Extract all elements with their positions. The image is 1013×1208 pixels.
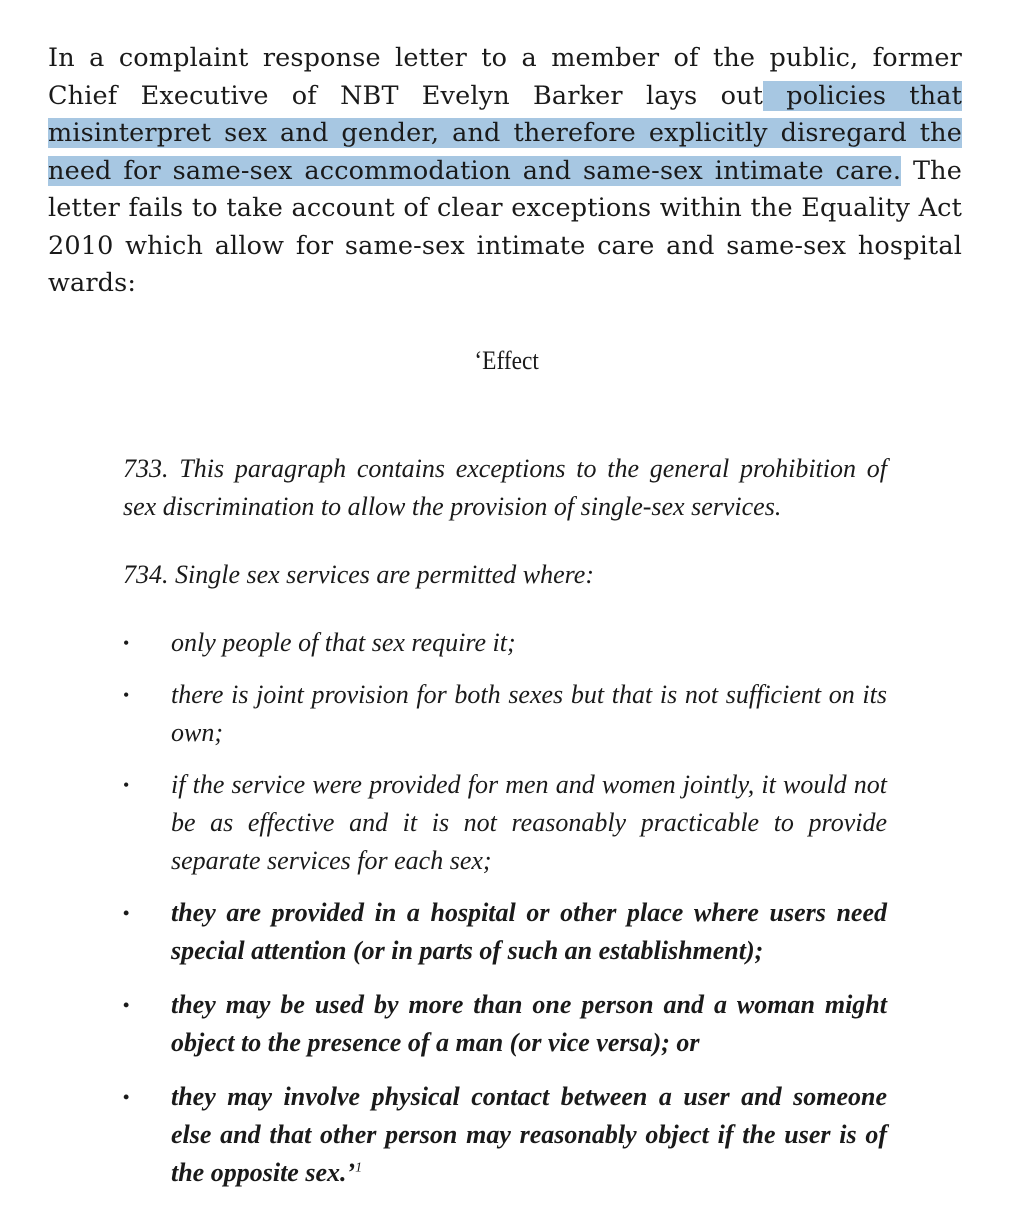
exceptions-list: [123, 624, 887, 1192]
intro-paragraph: [48, 40, 962, 303]
list-item-text: they may involve physical contact between a user and someone else and that other person may reasonably object if the user is of the opposite sex.: [171, 1082, 887, 1187]
list-item-text: if the service were provided for men and women jointly, it would not be as effective and it is not reasonably practicable to provide separate services for each sex;: [171, 770, 887, 875]
closing-quote-mark: ’: [346, 1158, 356, 1187]
bullet-icon: •: [123, 775, 130, 795]
list-item-text: they may be used by more than one person and a woman might object to the presence of a man (or vice versa); or: [171, 990, 887, 1057]
list-item-emphasized: [123, 1078, 887, 1192]
paragraph-734: 734. Single sex services are permitted where:: [123, 560, 594, 589]
bullet-icon: •: [123, 685, 130, 705]
list-item: [123, 624, 887, 662]
list-item-text: only people of that sex require it;: [171, 628, 516, 657]
bullet-icon: •: [123, 633, 130, 653]
footnote-reference[interactable]: 1: [355, 1160, 363, 1176]
intro-text-start: In a complaint response letter to a member of the public, former Chief Executive of NBT Evelyn Barker lays out: [48, 43, 962, 111]
list-item-emphasized: [123, 894, 887, 970]
bullet-icon: •: [123, 903, 130, 923]
legal-quote-block: [123, 450, 887, 1208]
list-item: [123, 766, 887, 880]
list-item-text: there is joint provision for both sexes but that is not sufficient on its own;: [171, 680, 887, 747]
list-item: [123, 676, 887, 752]
intro-text-end: The letter fails to take account of clear exceptions within the Equality Act 2010 which allow for same-sex intimate care and same-sex hospital wards:: [48, 155, 962, 298]
list-item-emphasized: [123, 986, 887, 1062]
highlighted-text[interactable]: policies that misinterpret sex and gender, and therefore explicitly disregard the need for same-sex accommodation and same-sex intimate care.: [48, 80, 962, 186]
quote-heading: ‘Effect: [474, 346, 539, 375]
bullet-icon: •: [123, 995, 130, 1015]
bullet-icon: •: [123, 1087, 130, 1107]
paragraph-733: 733. This paragraph contains exceptions to the general prohibition of sex discrimination to allow the provision of single-sex services.: [123, 454, 887, 521]
list-item-text: they are provided in a hospital or other place where users need special attention (or in parts of such an establishment);: [171, 898, 887, 965]
